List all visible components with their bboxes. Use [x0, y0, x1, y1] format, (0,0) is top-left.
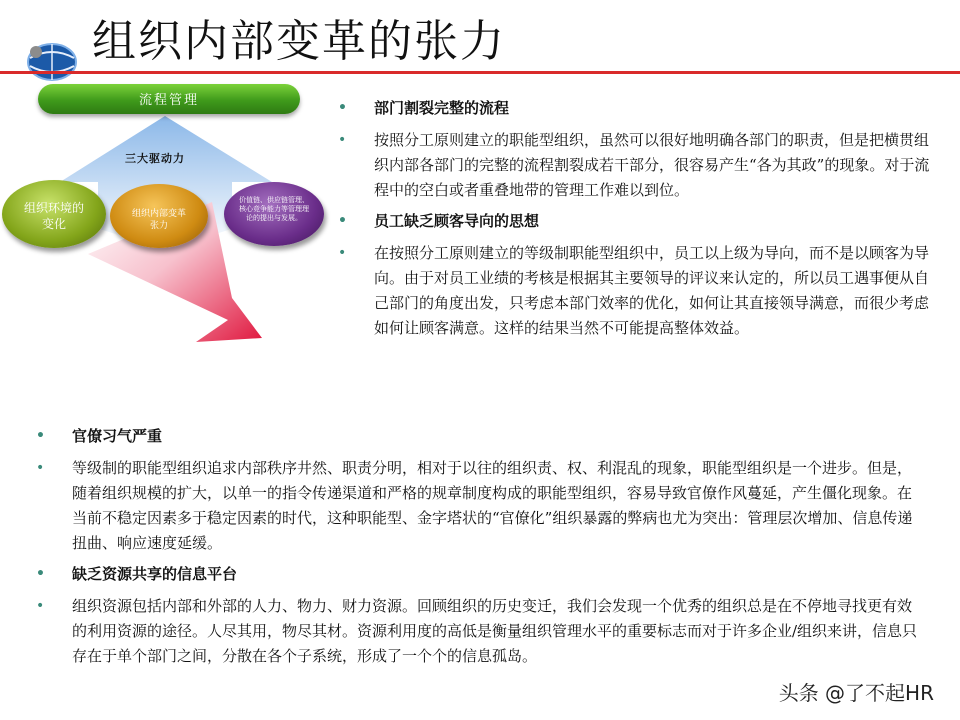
heading-text: 官僚习气严重	[72, 427, 163, 445]
title-underline	[0, 71, 960, 74]
bullet-icon: •	[36, 566, 45, 582]
ellipse-3-text: 价值链、供应链管理、核心竞争能力等管理理论的提出与发展。	[239, 196, 309, 222]
environment-change-ellipse	[2, 180, 106, 248]
drivers-label: 三大驱动力	[125, 152, 185, 165]
bullet-icon: •	[338, 245, 347, 261]
management-theory-ellipse	[224, 182, 324, 246]
heading-text: 员工缺乏顾客导向的思想	[374, 212, 540, 230]
bullet-heading	[36, 424, 920, 448]
ellipse-1-text: 组织环境的 变化	[23, 201, 84, 231]
bullet-icon: •	[338, 100, 347, 116]
watermark: 头条 @了不起HR	[778, 681, 934, 705]
ellipse-2-text: 组织内部变革 张力	[131, 209, 186, 231]
right-text-block	[338, 96, 938, 347]
bullet-paragraph	[338, 128, 938, 203]
bullet-icon: •	[36, 460, 45, 476]
change-drivers-diagram	[0, 80, 330, 380]
pill-label: 流程管理	[138, 93, 199, 108]
paragraph-text: 按照分工原则建立的职能型组织，虽然可以很好地明确各部门的职责，但是把横贯组织内部各部门的完整的流程割裂成若干部分，很容易产生“各为其政”的现象。对于流程中的空白或者重叠地带的管理工作难以到位。	[374, 131, 930, 199]
process-management-pill	[38, 84, 300, 114]
bottom-text-block	[36, 424, 920, 675]
bullet-heading	[338, 209, 938, 233]
bullet-paragraph	[36, 456, 920, 556]
bullet-heading	[36, 562, 920, 586]
heading-text: 缺乏资源共享的信息平台	[72, 565, 238, 583]
bullet-icon: •	[36, 598, 45, 614]
paragraph-text: 组织资源包括内部和外部的人力、物力、财力资源。回顾组织的历史变迁，我们会发现一个优秀的组织总是在不停地寻找更有效的利用资源的途径。人尽其用，物尽其材。资源利用度的高低是衡量组织管理水平的重要标志而对于许多企业/组织来讲，信息只存在于单个部门之间，分散在各个子系统，形成了一个个的信息孤岛。	[72, 597, 918, 665]
bullet-icon: •	[36, 428, 45, 444]
bullet-paragraph	[338, 241, 938, 341]
bullet-icon: •	[338, 213, 347, 229]
company-logo-icon	[22, 40, 78, 84]
bullet-icon: •	[338, 132, 347, 148]
heading-text: 部门割裂完整的流程	[374, 99, 510, 117]
bullet-paragraph	[36, 594, 920, 669]
paragraph-text: 在按照分工原则建立的等级制职能型组织中，员工以上级为导向，而不是以顾客为导向。由于对员工业绩的考核是根据其主要领导的评议来认定的，所以员工遇事便从自己部门的角度出发，只考虑本部门效率的优化，如何让其直接领导满意，而很少考虑如何让顾客满意。这样的结果当然不可能提高整体效益。	[374, 244, 930, 337]
internal-tension-ellipse	[110, 184, 208, 248]
bullet-heading	[338, 96, 938, 120]
paragraph-text: 等级制的职能型组织追求内部秩序井然、职责分明，相对于以往的组织责、权、利混乱的现象，职能型组织是一个进步。但是，随着组织规模的扩大，以单一的指令传递渠道和严格的规章制度构成的职能型组织，容易导致官僚作风蔓延，产生僵化现象。在当前不稳定因素多于稳定因素的时代，这种职能型、金字塔状的“官僚化”组织暴露的弊病也尤为突出：管理层次增加、信息传递扭曲、响应速度延缓。	[72, 459, 913, 552]
page-title: 组织内部变革的张力	[92, 16, 506, 67]
